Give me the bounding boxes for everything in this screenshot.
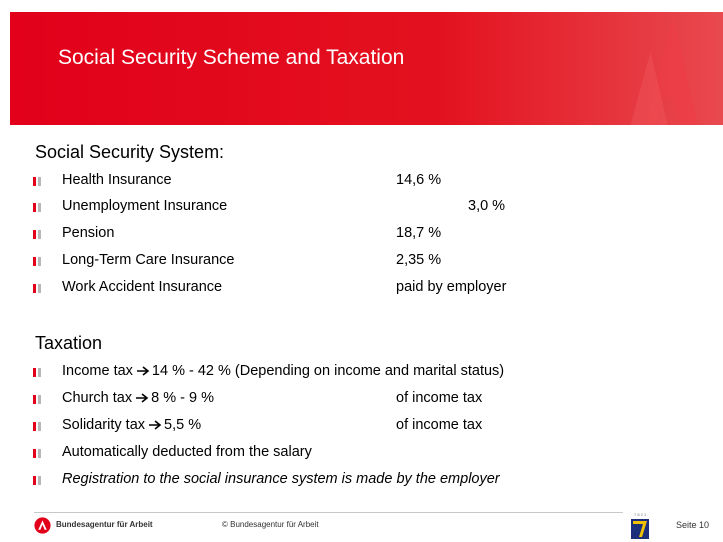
insurance-label: Work Accident Insurance bbox=[62, 279, 223, 295]
bullet-icon bbox=[33, 177, 41, 186]
footer-organization: Bundesagentur für Arbeit bbox=[56, 520, 153, 529]
tax-rate: 8 % - 9 % bbox=[151, 390, 214, 406]
page-number: Seite 10 bbox=[676, 520, 710, 530]
insurance-value: 3,0 % bbox=[468, 198, 506, 214]
right-arrow-icon bbox=[135, 393, 149, 403]
bullet-icon bbox=[33, 422, 41, 431]
bullet-icon bbox=[33, 476, 41, 485]
insurance-label: Long-Term Care Insurance bbox=[62, 252, 235, 268]
bullet-icon bbox=[33, 203, 41, 212]
insurance-label: Pension bbox=[62, 225, 115, 241]
tax-item bbox=[62, 417, 201, 433]
tax-note: Automatically deducted from the salary bbox=[62, 444, 312, 460]
insurance-value: paid by employer bbox=[396, 279, 507, 295]
bullet-icon bbox=[33, 395, 41, 404]
tax-rate: 14 % - 42 % (Depending on income and marital status) bbox=[151, 363, 505, 379]
footer-copyright: © Bundesagentur für Arbeit bbox=[222, 520, 319, 529]
right-arrow-icon bbox=[136, 366, 150, 376]
footer-divider bbox=[34, 512, 623, 513]
registration-note: Registration to the social insurance system is made by the employer bbox=[62, 471, 500, 487]
bullet-icon bbox=[33, 230, 41, 239]
bullet-icon bbox=[33, 449, 41, 458]
tax-basis: of income tax bbox=[396, 390, 483, 406]
tax-label: Church tax bbox=[62, 390, 133, 406]
emblem-icon bbox=[628, 511, 652, 541]
bullet-icon bbox=[33, 284, 41, 293]
bullet-icon bbox=[33, 368, 41, 377]
ba-logo-icon bbox=[34, 517, 51, 534]
insurance-label: Health Insurance bbox=[62, 172, 172, 188]
insurance-value: 14,6 % bbox=[396, 172, 442, 188]
tax-item bbox=[62, 390, 214, 406]
insurance-label: Unemployment Insurance bbox=[62, 198, 228, 214]
taxation-heading: Taxation bbox=[35, 333, 103, 353]
social-security-heading: Social Security System: bbox=[35, 142, 225, 162]
svg-text:7 8 2 1: 7 8 2 1 bbox=[634, 512, 647, 517]
page-title: Social Security Scheme and Taxation bbox=[58, 46, 405, 69]
tax-rate: 5,5 % bbox=[164, 417, 202, 433]
insurance-value: 18,7 % bbox=[396, 225, 442, 241]
tax-label: Income tax bbox=[62, 363, 133, 379]
bullet-icon bbox=[33, 257, 41, 266]
right-arrow-icon bbox=[148, 420, 162, 430]
tax-label: Solidarity tax bbox=[62, 417, 146, 433]
tax-item bbox=[62, 363, 504, 379]
ba-watermark-logo-icon bbox=[583, 12, 723, 125]
insurance-value: 2,35 % bbox=[396, 252, 442, 268]
tax-basis: of income tax bbox=[396, 417, 483, 433]
title-banner bbox=[10, 12, 723, 125]
